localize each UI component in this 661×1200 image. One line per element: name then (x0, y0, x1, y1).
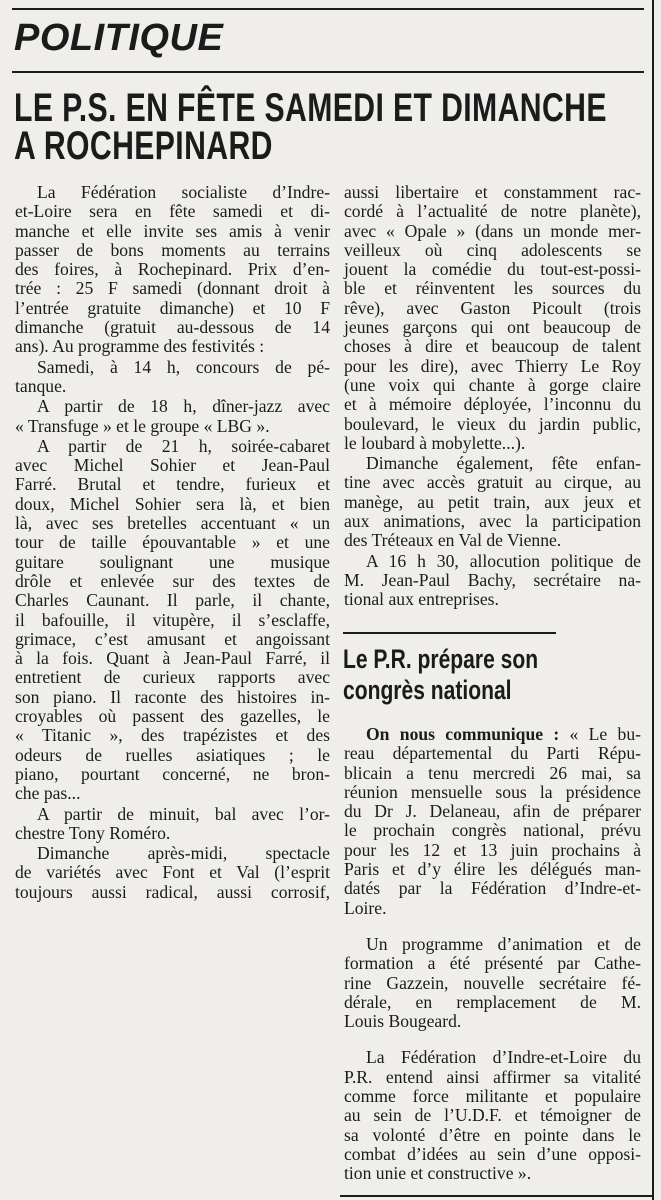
headline-line-1: LE P.S. EN FÊTE SAMEDI ET DIMANCHE (14, 86, 607, 130)
text-line: sa volonté d’être en pointe dans le (344, 1124, 641, 1145)
text-line: (une voix qui chante à gorge claire (344, 374, 641, 395)
section-rule (12, 71, 644, 73)
section-title: POLITIQUE (14, 17, 224, 59)
paragraph (15, 437, 330, 804)
text-line: des Tréteaux en Val de Vienne. (344, 530, 562, 551)
column-border-right (652, 0, 654, 1200)
text-line: manège, au petit train, aux jeux et (344, 491, 641, 512)
text-line: blicain a tenu mercredi 26 mai, sa (344, 762, 641, 783)
text-line: choses à dire et beaucoup de talent (344, 336, 641, 357)
paragraph (15, 183, 330, 357)
text-line: veilleux où cinq adolescents se (344, 239, 641, 260)
text-line: cordé à l’actualité de notre planète), (344, 201, 641, 222)
paragraph (344, 552, 641, 610)
text-line: La Fédération socialiste d’Indre- (37, 182, 330, 202)
text-line: tine avec accès gratuit au cirque, au (344, 472, 641, 493)
paragraph (344, 935, 641, 1031)
text-line: avec « Opale » (dans un monde mer- (344, 220, 641, 241)
text-line: Dimanche également, fête enfan- (366, 453, 641, 474)
top-rule (12, 8, 644, 10)
text-line: Dimanche après-midi, spectacle (37, 843, 330, 864)
text-line: comme force militante et populaire (344, 1086, 641, 1107)
text-line: de variétés avec Font et Val (l’esprit (15, 862, 330, 883)
text-line: Samedi, à 14 h, concours de pé- (37, 356, 330, 377)
text-line: A partir de minuit, bal avec l’or- (37, 803, 330, 824)
lead-in: On nous communique : (366, 724, 560, 744)
text-line: le prochain congrès national, prévu (344, 820, 641, 841)
text-line: boulevard, le vieux du jardin public, (344, 413, 641, 434)
text-line: l’entrée gratuite dimanche) et 10 F (15, 297, 330, 318)
text-line: avec Michel Sohier et Jean-Paul (15, 455, 330, 476)
article2-title-line-1: Le P.R. prépare son (343, 644, 539, 674)
text-line: A partir de 21 h, soirée-cabaret (37, 435, 330, 456)
text-line: « Titanic », des trapézistes et des (15, 725, 330, 746)
text-line: au sein de l’U.D.F. et témoigner de (344, 1105, 641, 1126)
text-line: des foires, à Rochepinard. Prix d’en- (15, 259, 330, 280)
text-line: A 16 h 30, allocution politique de (366, 550, 641, 571)
text-line: trée : 25 F samedi (donnant droit à (15, 278, 330, 299)
text-line: Farré. Brutal et tendre, furieux et (15, 474, 330, 495)
text-line: drôle et enlevée sur des textes de (15, 570, 330, 591)
paragraph (15, 805, 330, 844)
text-line: piano, pourtant concerné, ne bron- (15, 763, 330, 784)
paragraph (15, 844, 330, 902)
text-line: reau départemental du Parti Répu- (344, 743, 641, 764)
text-line: Louis Bougeard. (344, 1011, 462, 1032)
text-line: tion unie et constructive ». (344, 1163, 532, 1184)
text-line (344, 725, 641, 744)
paragraph (15, 397, 330, 436)
text-line: tour de taille épouvantable » et une (15, 532, 330, 553)
text-line: che pas... (15, 783, 81, 804)
article2-body (344, 725, 641, 1184)
text-line: aussi libertaire et constamment rac- (344, 182, 641, 202)
paragraph (344, 1048, 641, 1183)
text-line: dimanche (gratuit au-dessous de 14 (15, 317, 330, 338)
text-line: son piano. Il raconte des histoires in- (15, 686, 330, 707)
text-line: rêve), avec Gaston Picoult (trois (344, 297, 641, 318)
text-line: A partir de 18 h, dîner-jazz avec (37, 396, 330, 417)
text-line: à la fois. Quant à Jean-Paul Farré, il (15, 648, 330, 669)
text-line: et à mémoire déployée, l’inconnu du (344, 394, 641, 415)
text-line: formation a été présenté par Cathe- (344, 953, 641, 974)
article2-title-line-2: congrès national (343, 675, 512, 705)
text-line: du Dr J. Delaneau, afin de préparer (344, 801, 641, 822)
text-line: pour les 12 et 13 juin prochains à (344, 839, 641, 860)
text-line: tanque. (15, 375, 67, 396)
text-line: Paris et d’y élire les délégués man- (344, 859, 641, 880)
text-line: Charles Caunant. Il parle, il chante, (15, 590, 330, 611)
text-line: il bafouille, il vitupère, il s’esclaffe, (15, 609, 330, 630)
text-line: datés par la Fédération d’Indre-et- (344, 878, 641, 899)
text-line: dérale, en remplacement de M. (344, 991, 641, 1012)
article2-title (343, 644, 538, 706)
headline-line-2: A ROCHEPINARD (14, 124, 273, 168)
text-line: rine Gazzein, nouvelle secrétaire fé- (344, 972, 641, 993)
text-line: La Fédération d’Indre-et-Loire du (366, 1047, 641, 1068)
text-line: ans). Au programme des festivités : (15, 336, 265, 357)
text-line: chestre Tony Roméro. (15, 822, 171, 843)
paragraph (15, 358, 330, 397)
article-right-column (344, 183, 641, 610)
text-line: odeurs de ruelles asiatiques ; le (15, 744, 330, 765)
text-line: P.R. entend ainsi affirmer sa vitalité (344, 1066, 641, 1087)
paragraph (344, 183, 641, 453)
paragraph (344, 725, 641, 918)
text-line: Loire. (344, 897, 387, 918)
text-line: jeunes garçons qui ont beaucoup de (344, 317, 641, 338)
article-separator-rule (343, 632, 556, 634)
text-line: le loubard à mobylette...). (344, 432, 526, 453)
text-line: M. Jean-Paul Bachy, secrétaire na- (344, 569, 641, 590)
text-line: ble et réinventent les sources du (344, 278, 641, 299)
text-line: doux, Michel Sohier sera là, et bien (15, 493, 330, 514)
text-line: Un programme d’animation et de (366, 933, 641, 954)
text-line: grimace, c’est amusant et angoissant (15, 628, 330, 649)
text-line: combat d’idées au sein d’une opposi- (344, 1143, 641, 1164)
text-line: toujours aussi radical, aussi corrosif, (15, 881, 330, 902)
text-line: là, avec ses bretelles accentuant « un (15, 513, 330, 534)
text-line: « Transfuge » et le groupe « LBG ». (15, 415, 270, 436)
text-line: croyables où passent des gazelles, le (15, 706, 330, 727)
article-left-column (15, 183, 330, 902)
text-span: « Le bu- (559, 724, 641, 744)
text-line: jouent la comédie du tout-est-possi- (344, 259, 641, 280)
text-line: pour les dire), avec Thierry Le Roy (344, 355, 641, 376)
text-line: guitare soulignant une musique (15, 551, 330, 572)
text-line: et-Loire sera en fête samedi et di- (15, 201, 330, 222)
text-line: aux animations, avec la participation (344, 511, 641, 532)
text-line: passer de bons moments au terrains (15, 239, 330, 260)
bottom-rule (340, 1195, 654, 1197)
paragraph (344, 454, 641, 550)
text-line: entretient de curieux rapports avec (15, 667, 330, 688)
text-line: tional aux entreprises. (344, 589, 499, 610)
text-line: manche et elle invite ses amis à venir (15, 220, 330, 241)
text-line: réunion mensuelle sous la présidence (344, 781, 641, 802)
